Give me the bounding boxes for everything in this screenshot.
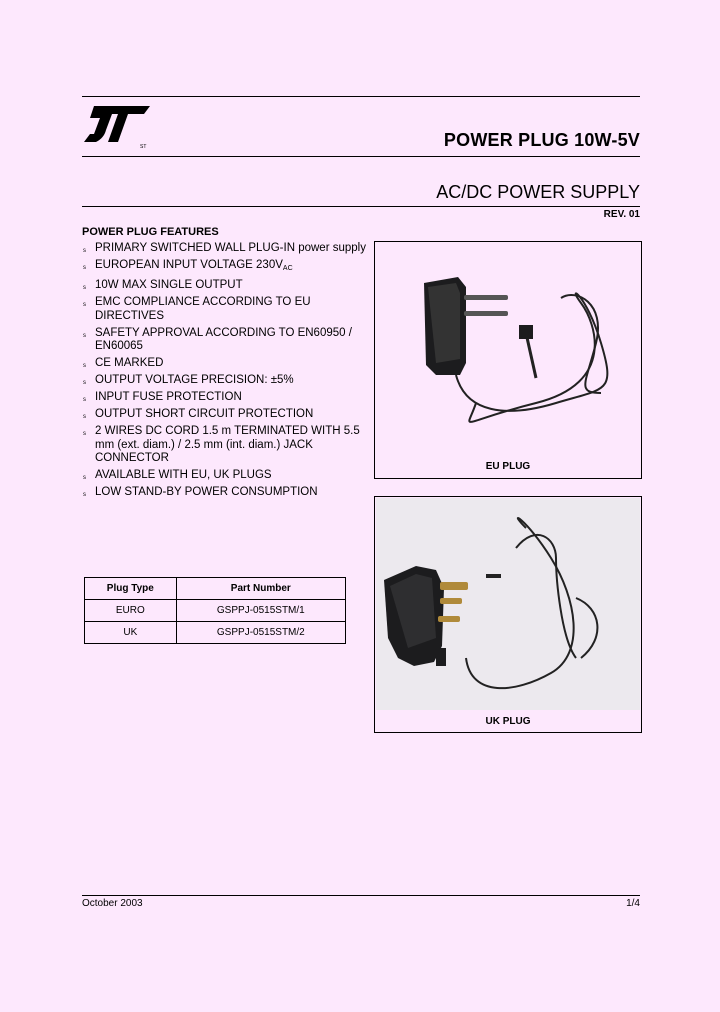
feature-text: EMC COMPLIANCE ACCORDING TO EU DIRECTIVES — [95, 296, 311, 322]
feature-item — [82, 327, 367, 354]
feature-text: INPUT FUSE PROTECTION — [95, 391, 242, 403]
eu-plug-photo — [376, 243, 640, 455]
plug-part-table — [84, 577, 346, 644]
header-plug-type: Plug Type — [85, 578, 177, 600]
feature-item — [82, 425, 367, 466]
table-row — [85, 622, 346, 644]
eu-plug-figure — [374, 241, 642, 479]
feature-item — [82, 469, 367, 483]
feature-item — [82, 374, 367, 388]
uk-plug-caption: UK PLUG — [485, 716, 531, 727]
bullet-icon: s — [83, 475, 86, 481]
bullet-icon: s — [83, 363, 86, 369]
feature-item — [82, 279, 367, 293]
st-logo-mark: ST — [140, 144, 147, 150]
bullet-icon: s — [83, 431, 86, 437]
feature-item — [82, 259, 367, 276]
uk-plug-photo — [376, 498, 640, 710]
feature-text: EUROPEAN INPUT VOLTAGE 230V — [95, 259, 283, 271]
feature-text: SAFETY APPROVAL ACCORDING TO EN60950 / EN60065 — [95, 326, 352, 352]
feature-text: AVAILABLE WITH EU, UK PLUGS — [95, 469, 272, 481]
bullet-icon: s — [83, 265, 86, 271]
cell-part-number: GSPPJ-0515STM/2 — [176, 622, 345, 644]
feature-text: OUTPUT SHORT CIRCUIT PROTECTION — [95, 408, 314, 420]
feature-text: 10W MAX SINGLE OUTPUT — [95, 279, 243, 291]
bullet-icon: s — [83, 414, 86, 420]
title-rule — [82, 156, 640, 157]
document-title: POWER PLUG 10W-5V — [443, 130, 640, 150]
top-rule — [82, 96, 640, 97]
bullet-icon: s — [83, 302, 86, 308]
bullet-icon: s — [83, 397, 86, 403]
feature-item — [82, 296, 367, 323]
footer-rule — [82, 895, 640, 896]
feature-item — [82, 408, 367, 422]
revision-label: REV. 01 — [603, 209, 640, 220]
feature-text: OUTPUT VOLTAGE PRECISION: ±5% — [95, 374, 294, 386]
header-part-number: Part Number — [176, 578, 345, 600]
voltage-subscript: AC — [282, 265, 293, 272]
features-heading: POWER PLUG FEATURES — [82, 226, 219, 238]
document-subtitle: AC/DC POWER SUPPLY — [436, 182, 640, 202]
bullet-icon: s — [83, 248, 86, 254]
feature-item — [82, 242, 367, 256]
bullet-icon: s — [83, 332, 86, 339]
uk-plug-figure — [374, 496, 642, 733]
bullet-icon: s — [83, 492, 86, 498]
footer-page-number: 1/4 — [626, 898, 640, 909]
cell-plug-type: UK — [85, 622, 177, 644]
feature-text: PRIMARY SWITCHED WALL PLUG-IN power supply — [95, 242, 366, 254]
eu-plug-caption: EU PLUG — [485, 461, 531, 472]
table-header-row — [85, 578, 346, 600]
feature-text: LOW STAND-BY POWER CONSUMPTION — [95, 486, 318, 498]
footer-date: October 2003 — [82, 898, 143, 909]
subtitle-rule — [82, 206, 640, 207]
feature-item — [82, 391, 367, 405]
bullet-icon: s — [83, 285, 86, 291]
feature-item — [82, 486, 367, 500]
features-list — [82, 242, 367, 503]
cell-plug-type: EURO — [85, 600, 177, 622]
feature-text: CE MARKED — [95, 357, 164, 369]
feature-item — [82, 357, 367, 371]
bullet-icon: s — [83, 380, 86, 386]
st-logo-icon — [82, 102, 152, 150]
cell-part-number: GSPPJ-0515STM/1 — [176, 600, 345, 622]
table-row — [85, 600, 346, 622]
feature-text: 2 WIRES DC CORD 1.5 m TERMINATED WITH 5.5 mm (ext. diam.) / 2.5 mm (int. diam.) JACK CONNECTOR — [95, 425, 360, 464]
